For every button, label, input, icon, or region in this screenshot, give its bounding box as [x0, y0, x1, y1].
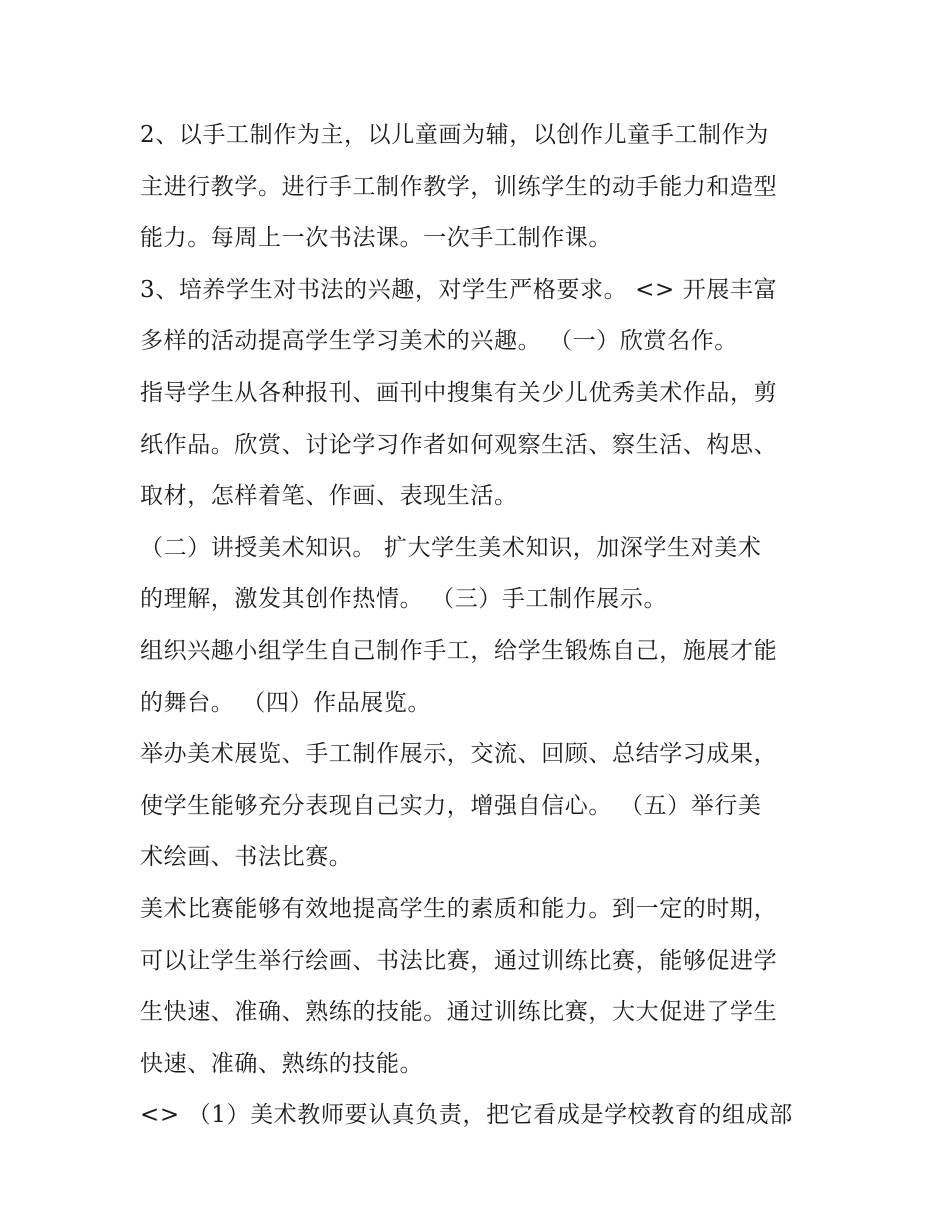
text-line: 的理解，激发其创作热情。 （三）手工制作展示。: [140, 586, 668, 613]
text-line: 取材，怎样着笔、作画、表现生活。: [140, 483, 518, 510]
text-line: 快速、准确、熟练的技能。: [140, 1050, 424, 1077]
document-body: [140, 110, 820, 1142]
text-line: 能力。每周上一次书法课。一次手工制作课。: [140, 225, 612, 252]
text-line: 可以让学生举行绘画、书法比赛，通过训练比赛，能够促进学: [140, 947, 778, 974]
text-line: 的舞台。 （四）作品展览。: [140, 689, 432, 716]
text-line: 术绘画、书法比赛。: [140, 844, 353, 871]
text-line: <> （1）美术教师要认真负责，把它看成是学校教育的组成部: [140, 1102, 793, 1129]
text-line: 生快速、准确、熟练的技能。通过训练比赛，大大促进了学生: [140, 999, 778, 1026]
text-line: 美术比赛能够有效地提高学生的素质和能力。到一定的时期，: [140, 895, 778, 922]
text-line: 使学生能够充分表现自己实力，增强自信心。 （五）举行美: [140, 792, 762, 819]
text-line: 组织兴趣小组学生自己制作手工，给学生锻炼自己，施展才能: [140, 637, 778, 664]
text-line: 纸作品。欣赏、讨论学习作者如何观察生活、察生活、构思、: [140, 431, 778, 458]
text-line: 3、培养学生对书法的兴趣，对学生严格要求。 <> 开展丰富: [140, 276, 778, 303]
text-line: 主进行教学。进行手工制作教学，训练学生的动手能力和造型: [140, 173, 778, 200]
text-line: 指导学生从各种报刊、画刊中搜集有关少儿优秀美术作品，剪: [140, 379, 778, 406]
text-line: （二）讲授美术知识。 扩大学生美术知识，加深学生对美术: [140, 534, 762, 561]
text-line: 2、以手工制作为主，以儿童画为辅，以创作儿童手工制作为: [140, 122, 769, 148]
text-line: 举办美术展览、手工制作展示，交流、回顾、总结学习成果，: [140, 741, 778, 768]
text-line: 多样的活动提高学生学习美术的兴趣。 （一）欣赏名作。: [140, 328, 738, 355]
